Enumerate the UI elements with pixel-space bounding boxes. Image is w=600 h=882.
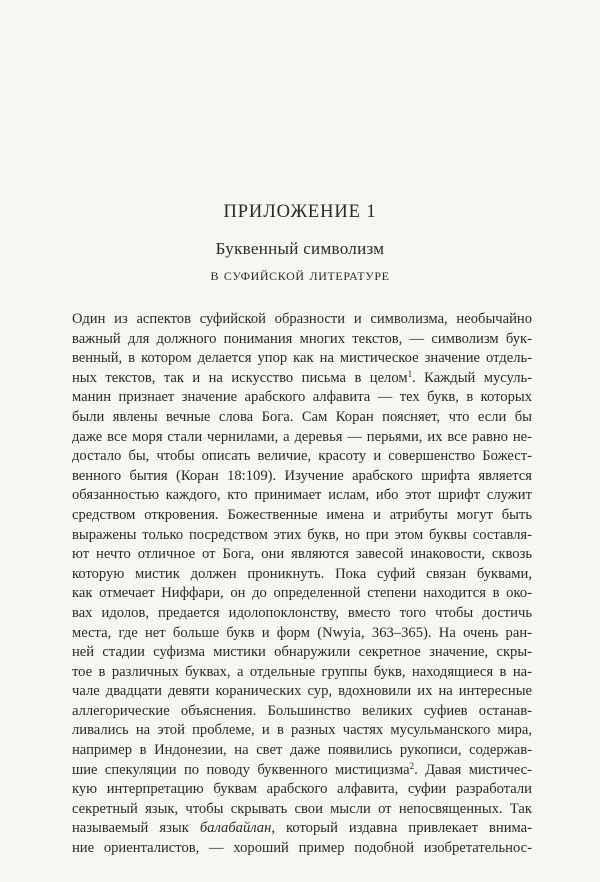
- footnote-mark: 1: [407, 368, 413, 379]
- chapter-title-line-1: Буквенный символизм: [215, 239, 385, 258]
- text-line: ливались на этой проблеме, и в разных частях мусульманского мира,: [72, 722, 532, 739]
- text-line: аллегорические объяснения. Большинство великих суфиев останав-: [72, 702, 532, 719]
- text-line: Один из аспектов суфийской образности и символизма, необычайно: [72, 311, 532, 327]
- text-line: чале двадцати девяти коранических сур, вдохновили их на интересные: [72, 683, 532, 700]
- text-line: вах идолов, предается идолопоклонству, вместо того чтобы достичь: [72, 604, 532, 621]
- text-line: [72, 761, 532, 781]
- text-line: обязанностью каждого, кто принимает ислам, ибо этот шрифт служит: [72, 487, 532, 504]
- text-line-part: который издавна привлекает внима-: [274, 820, 532, 837]
- text-line: кую интерпретацию буквам арабского алфавита, суфии разработали: [72, 781, 532, 798]
- text-line: ют нечто отличное от Бога, они являются завесой инаковости, сквозь: [72, 546, 532, 563]
- text-line: венный, в котором делается упор как на мистическое значение отдель-: [72, 350, 532, 367]
- text-line: как отмечает Ниффари, он до определенной степени находится в око-: [72, 585, 532, 602]
- text-line: ние ориенталистов, — хороший пример подобной изобретательнос-: [72, 840, 532, 857]
- text-line: даже все моря стали чернилами, а деревья — перьями, их все равно не-: [72, 428, 532, 445]
- text-line: средством откровения. Божественные имена и атрибуты могут быть: [72, 506, 532, 523]
- text-line-part: ных текстов, так и на искусство письма в целом: [72, 369, 408, 386]
- text-line: секретный язык, чтобы скрывать свои мысли от непосвященных. Так: [72, 800, 532, 817]
- italic-term: балабайлан,: [199, 820, 275, 837]
- text-line: тое в различных буквах, а отдельные группы букв, находящиеся в на-: [72, 663, 532, 680]
- text-line-part: шие спекуляции по поводу буквенного мистицизма: [72, 761, 410, 778]
- text-line: места, где нет больше букв и форм (Nwyia, 363–365). На очень ран-: [72, 624, 532, 641]
- text-line: достало бы, чтобы описать величие, красоту и совершенство Божест-: [72, 448, 532, 465]
- footnote-mark: 2: [409, 760, 415, 771]
- text-line: выражены только посредством этих букв, но при этом буквы составля-: [72, 526, 532, 543]
- text-line-part: называемый язык: [72, 820, 200, 837]
- text-line: [72, 369, 532, 389]
- text-line: манин признает значение арабского алфавита — тех букв, в которых: [72, 389, 532, 406]
- text-line: ней стадии суфизма мистики обнаружили секретное значение, скры-: [72, 644, 532, 661]
- text-line-part: . Каждый мусуль-: [412, 369, 533, 386]
- text-line: важный для должного понимания многих текстов, — символизм бук-: [72, 330, 532, 347]
- chapter-title: [0, 236, 600, 288]
- text-line: которую мистик должен проникнуть. Пока суфий связан буквами,: [72, 565, 532, 582]
- text-line-part: . Давая мистичес-: [414, 761, 532, 778]
- text-line: [72, 819, 532, 839]
- text-line: были явлены вечные слова Бога. Сам Коран поясняет, что если бы: [72, 408, 532, 425]
- appendix-label: ПРИЛОЖЕНИЕ 1: [223, 202, 377, 222]
- text-line: например в Индонезии, на свет даже появились рукописи, содержав-: [72, 742, 532, 759]
- text-line: венного бытия (Коран 18:109). Изучение арабского шрифта является: [72, 467, 532, 484]
- chapter-title-line-2: в суфийской литературе: [210, 265, 390, 284]
- body-paragraph: [72, 310, 532, 859]
